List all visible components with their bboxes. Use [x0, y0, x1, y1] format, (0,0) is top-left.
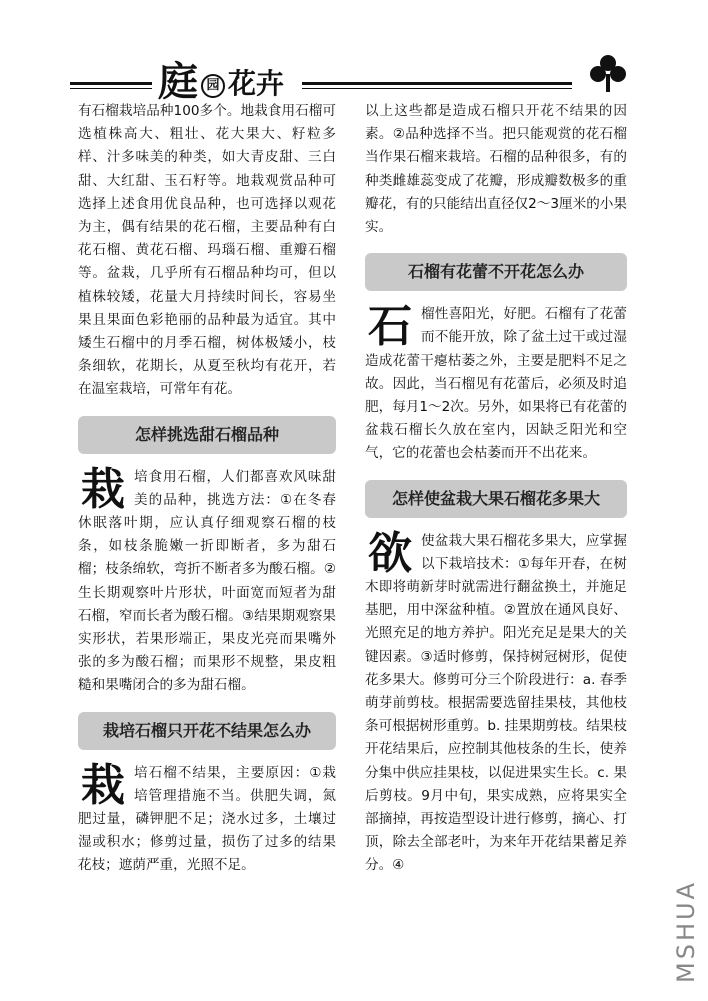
- drop-cap: 栽: [81, 759, 125, 811]
- section-heading-buds-not-blooming: 石榴有花蕾不开花怎么办: [365, 253, 627, 291]
- drop-cap: 石: [368, 301, 412, 353]
- page-header: [70, 52, 630, 107]
- section-heading-big-fruit: 怎样使盆栽大果石榴花多果大: [365, 480, 627, 518]
- section-text: 使盆栽大果石榴花多果大，应掌握以下栽培技术：①每年开春，在树木即将萌新芽时就需进行翻盆换土，并施足基肥，用中深盆种植。②置放在通风良好、光照充足的地方养护。阳光充足是果大的关键因素。③适时修剪，保持树冠树形，促使花多果大。修剪可分三个阶段进行：a. 春季萌芽前剪枝。根据需要选留挂果枝，其他枝条可根据树形重剪。b. 挂果期剪枝。结果枝开花结果后，应控制其他枝条的生长，使养分集中供应挂果枝，以促进果实生长。c. 果后剪枝。9月中旬，果实成熟，应将果实全部摘掉，再按造型设计进行修剪，摘心、打顶，除去全部老叶，为来年开花结果蓄足养分。④: [365, 532, 627, 874]
- intro-paragraph: 有石榴栽培品种100多个。地栽食用石榴可选植株高大、粗壮、花大果大、籽粒多样、汁多味美的种类，如大青皮甜、三白甜、大红甜、玉石籽等。地栽观赏品种可选择上述食用优良品种，也可选择以观花为主，偶有结果的花石榴，主要品种有白花石榴、黄花石榴、玛瑙石榴、重瓣石榴等。盆栽，几乎所有石榴品种均可，但以植株较矮，花量大月持续时间长，容易坐果且果面色彩艳丽的品种最为适宜。其中矮生石榴中的月季石榴，树体极矮小，枝条细软，花期长，从夏至秋均有花开，若在温室栽培，可常年有花。: [78, 103, 336, 398]
- header-rule-left-thin: [70, 88, 152, 89]
- left-column: [78, 100, 336, 878]
- section-text: 榴性喜阳光，好肥。石榴有了花蕾而不能开放，除了盆土过干或过湿造成花蕾干瘪枯萎之外，主要是肥料不足之故。因此，当石榴见有花蕾后，必须及时追肥，每月1～2次。另外，如果将已有花蕾的盆栽石榴长久放在室内，因缺乏阳光和空气，它的花蕾也会枯萎而开不出花来。: [365, 306, 627, 462]
- section-body-no-fruit: [78, 759, 336, 878]
- section-title: [158, 52, 284, 104]
- title-char-circled: 园: [201, 74, 225, 98]
- right-column: [365, 100, 627, 878]
- clover-icon: [586, 52, 630, 96]
- section-body-sweet-pomegranate: [78, 463, 336, 698]
- section-text: 培食用石榴，人们都喜欢风味甜美的品种，挑选方法：①在冬春休眠落叶期，应认真仔细观察石榴的枝条，如枝条脆嫩一折即断者，多为甜石榴；枝条绵软，弯折不断者多为酸石榴。②生长期观察叶片形状，叶面宽而短者为甜石榴，窄而长者为酸石榴。③结果期观察果实形状，若果形端正，果皮光亮而果嘴外张的多为酸石榴；而果形不规整，果皮粗糙和果嘴闭合的多为甜石榴。: [78, 468, 336, 694]
- section-text: 培石榴不结果，主要原因：①栽培管理措施不当。供肥失调，氮肥过量，磷钾肥不足；浇水过多，土壤过湿或积水；修剪过量，损伤了过多的结果花枝；遮荫严重，光照不足。: [78, 764, 336, 874]
- section-body-buds-not-blooming: [365, 303, 627, 465]
- watermark: MSHUA: [672, 880, 700, 983]
- title-rest: 花卉: [228, 67, 285, 100]
- section-body-big-fruit: [365, 527, 627, 878]
- section-heading-sweet-pomegranate: 怎样挑选甜石榴品种: [78, 416, 336, 454]
- title-char-big: 庭: [158, 58, 198, 105]
- continued-paragraph: 以上这些都是造成石榴只开花不结果的因素。②品种选择不当。把只能观赏的花石榴当作果石榴来栽培。石榴的品种很多，有的种类雌雄蕊变成了花瓣，形成瓣数极多的重瓣花，有的只能结出直径仅2～3厘米的小果实。: [365, 103, 627, 236]
- header-rule-right: [302, 82, 572, 85]
- section-heading-no-fruit: 栽培石榴只开花不结果怎么办: [78, 712, 336, 750]
- drop-cap: 欲: [368, 527, 412, 579]
- header-rule-left: [70, 82, 152, 85]
- drop-cap: 栽: [81, 463, 125, 515]
- header-rule-right-thin: [302, 88, 572, 89]
